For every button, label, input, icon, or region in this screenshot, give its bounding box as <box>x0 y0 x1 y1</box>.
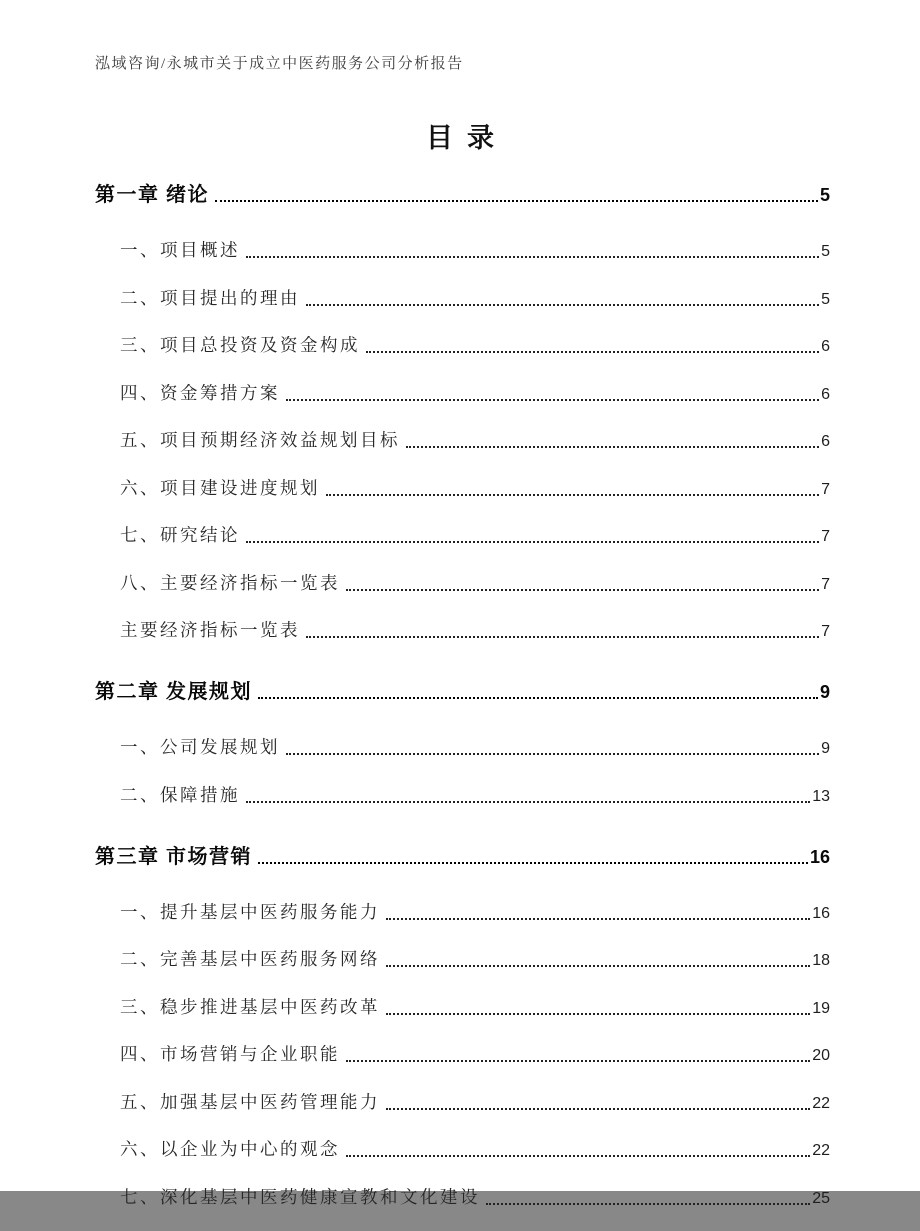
toc-entry-row <box>120 617 830 642</box>
toc-entry-row <box>120 1184 830 1209</box>
toc-chapter-row <box>95 178 830 207</box>
document-header: 泓域咨询/永城市关于成立中医药服务公司分析报告 <box>95 56 464 72</box>
entry-page-number: 7 <box>821 575 830 593</box>
toc-chapter-row <box>95 840 830 869</box>
entry-label: 五、项目预期经济效益规划目标 <box>120 430 400 450</box>
chapter-page-number: 16 <box>809 846 830 867</box>
entry-label: 七、深化基层中医药健康宣教和文化建设 <box>120 1186 480 1207</box>
entry-label: 六、项目建设进度规划 <box>120 477 320 498</box>
entry-page-number: 5 <box>821 243 830 260</box>
entry-label: 七、研究结论 <box>120 525 240 545</box>
leader-dots <box>386 918 810 920</box>
leader-dots <box>306 636 819 638</box>
leader-dots <box>246 256 819 258</box>
entry-page-number: 22 <box>812 1142 830 1159</box>
leader-dots <box>386 965 810 967</box>
toc-entry-row <box>120 522 830 547</box>
entry-label: 五、加强基层中医药管理能力 <box>120 1091 380 1112</box>
leader-dots <box>366 351 819 353</box>
toc-entry-row <box>120 734 830 759</box>
entry-page-number: 22 <box>812 1094 830 1112</box>
entry-label: 六、以企业为中心的观念 <box>120 1139 340 1159</box>
leader-dots <box>286 753 819 755</box>
entry-page-number: 6 <box>821 433 830 450</box>
leader-dots <box>286 399 819 401</box>
entry-page-number: 13 <box>812 787 830 805</box>
leader-dots <box>346 1155 810 1157</box>
entry-page-number: 20 <box>812 1047 830 1064</box>
toc-entry-row <box>120 1089 830 1114</box>
chapter-label: 第二章 发展规划 <box>95 681 252 703</box>
toc-entry-row <box>120 899 830 924</box>
entry-page-number: 7 <box>821 528 830 545</box>
entry-label: 三、稳步推进基层中医药改革 <box>120 996 380 1017</box>
chapter-label: 第一章 绪论 <box>95 184 209 206</box>
leader-dots <box>346 1060 810 1062</box>
toc-entry-row <box>120 1136 830 1161</box>
chapter-page-number: 5 <box>819 185 830 205</box>
toc-entry-row <box>120 285 830 310</box>
chapter-label: 第三章 市场营销 <box>95 845 252 868</box>
leader-dots <box>246 541 819 543</box>
entry-page-number: 19 <box>812 999 830 1017</box>
leader-dots <box>258 862 808 864</box>
toc-entry-row <box>120 782 830 807</box>
leader-dots <box>306 304 819 306</box>
entry-label: 一、提升基层中医药服务能力 <box>120 901 380 922</box>
leader-dots <box>346 589 819 591</box>
leader-dots <box>215 200 818 202</box>
entry-page-number: 7 <box>821 623 830 640</box>
entry-label: 三、项目总投资及资金构成 <box>120 335 360 355</box>
entry-label: 主要经济指标一览表 <box>120 620 300 640</box>
toc-entry-row <box>120 427 830 452</box>
entry-page-number: 9 <box>821 740 830 757</box>
entry-label: 四、资金筹措方案 <box>120 382 280 403</box>
toc-entry-row <box>120 332 830 357</box>
toc-entry-row <box>120 1041 830 1066</box>
entry-label: 二、项目提出的理由 <box>120 287 300 308</box>
leader-dots <box>326 494 819 496</box>
entry-page-number: 6 <box>821 385 830 403</box>
entry-page-number: 16 <box>812 904 830 922</box>
entry-label: 一、公司发展规划 <box>120 737 280 757</box>
leader-dots <box>386 1108 810 1110</box>
toc-entry-row <box>120 570 830 595</box>
entry-label: 二、完善基层中医药服务网络 <box>120 949 380 969</box>
entry-page-number: 7 <box>821 480 830 498</box>
entry-page-number: 18 <box>812 952 830 969</box>
toc-entry-row <box>120 380 830 405</box>
toc-chapter-row <box>95 675 830 704</box>
entry-label: 八、主要经济指标一览表 <box>120 572 340 593</box>
entry-page-number: 25 <box>812 1189 830 1207</box>
entry-page-number: 6 <box>821 338 830 355</box>
entry-label: 四、市场营销与企业职能 <box>120 1044 340 1064</box>
leader-dots <box>246 801 810 803</box>
toc-entry-row <box>120 994 830 1019</box>
entry-page-number: 5 <box>821 290 830 308</box>
entry-label: 一、项目概述 <box>120 240 240 260</box>
toc-entry-row <box>120 475 830 500</box>
toc <box>95 178 830 1231</box>
chapter-page-number: 9 <box>819 682 830 702</box>
leader-dots <box>386 1013 810 1015</box>
leader-dots <box>406 446 819 448</box>
leader-dots <box>486 1203 810 1205</box>
toc-entry-row <box>120 237 830 262</box>
entry-label: 二、保障措施 <box>120 784 240 805</box>
toc-entry-row <box>120 946 830 971</box>
page-title: 目录 <box>426 123 508 153</box>
leader-dots <box>258 697 818 699</box>
